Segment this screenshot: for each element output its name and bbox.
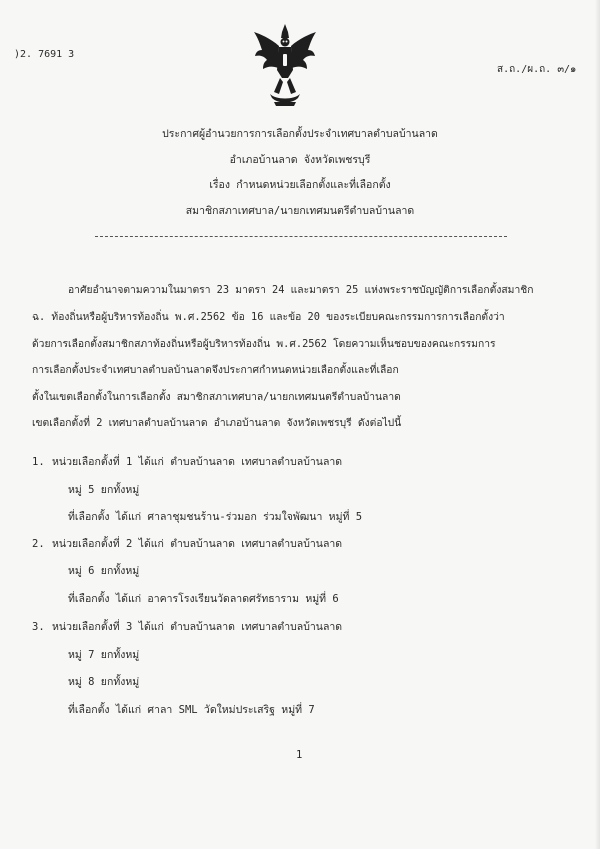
body-line-6: เขตเลือกตั้งที่ 2 เทศบาลตำบลบ้านลาด อำเภอบ้านลาด จังหวัดเพชรบุรี ดังต่อไปนี้ (32, 417, 402, 429)
scan-edge-shadow (595, 0, 600, 849)
unit-line: หน่วยเลือกตั้งที่ 3 ได้แก่ ตำบลบ้านลาด เทศบาลตำบลบ้านลาด (52, 621, 343, 633)
doc-ref-left: )2. 7691 3 (14, 49, 75, 60)
header-subject-line: เรื่อง กำหนดหน่วยเลือกตั้งและที่เลือกตั้ง (209, 179, 391, 191)
header-title-line-4: สมาชิกสภาเทศบาล/นายกเทศมนตรีตำบลบ้านลาด (185, 205, 415, 217)
body-line-4: การเลือกตั้งประจำเทศบาลตำบลบ้านลาดจึงประกาศกำหนดหน่วยเลือกตั้งและที่เลือก (32, 364, 399, 376)
unit-line: หน่วยเลือกตั้งที่ 2 ได้แก่ ตำบลบ้านลาด เทศบาลตำบลบ้านลาด (52, 538, 343, 550)
body-line-2: ฉ. ท้องถิ่นหรือผู้บริหารท้องถิ่น พ.ศ.2562 ข้อ 16 และข้อ 20 ของระเบียบคณะกรรมการการเลือกตั้งว่า (32, 311, 505, 323)
village-line: หมู่ 8 ยกทั้งหมู่ (68, 676, 140, 688)
header-divider (95, 236, 507, 237)
page-number: 1 (296, 749, 303, 761)
header-title-line-2: อำเภอบ้านลาด จังหวัดเพชรบุรี (229, 154, 371, 166)
unit-number: 3. (32, 621, 45, 633)
polling-place-line: ที่เลือกตั้ง ได้แก่ อาคารโรงเรียนวัดลาดศรัทธาราม หมู่ที่ 6 (68, 593, 339, 605)
polling-place-line: ที่เลือกตั้ง ได้แก่ ศาลา SML วัดใหม่ประเสริฐ หมู่ที่ 7 (68, 704, 315, 716)
unit-number: 2. (32, 538, 45, 550)
village-line: หมู่ 5 ยกทั้งหมู่ (68, 484, 140, 496)
unit-number: 1. (32, 456, 45, 468)
body-line-3: ด้วยการเลือกตั้งสมาชิกสภาท้องถิ่นหรือผู้บริหารท้องถิ่น พ.ศ.2562 โดยความเห็นชอบของคณะกรรมการ (32, 338, 496, 350)
header-title-line-1: ประกาศผู้อำนวยการการเลือกตั้งประจำเทศบาลตำบลบ้านลาด (162, 128, 438, 140)
doc-ref-right: ส.ถ./ผ.ถ. ๓/๑ (497, 64, 577, 75)
garuda-emblem-icon (252, 22, 318, 112)
unit-line: หน่วยเลือกตั้งที่ 1 ได้แก่ ตำบลบ้านลาด เทศบาลตำบลบ้านลาด (52, 456, 343, 468)
village-line: หมู่ 6 ยกทั้งหมู่ (68, 565, 140, 577)
body-line-1: อาศัยอำนาจตามความในมาตรา 23 มาตรา 24 และมาตรา 25 แห่งพระราชบัญญัติการเลือกตั้งสมาชิก (68, 284, 534, 296)
body-line-5: ตั้งในเขตเลือกตั้งในการเลือกตั้ง สมาชิกสภาเทศบาล/นายกเทศมนตรีตำบลบ้านลาด (32, 391, 401, 403)
village-line: หมู่ 7 ยกทั้งหมู่ (68, 649, 140, 661)
polling-place-line: ที่เลือกตั้ง ได้แก่ ศาลาชุมชนร้าน-ร่วมอก ร่วมใจพัฒนา หมู่ที่ 5 (68, 511, 363, 523)
